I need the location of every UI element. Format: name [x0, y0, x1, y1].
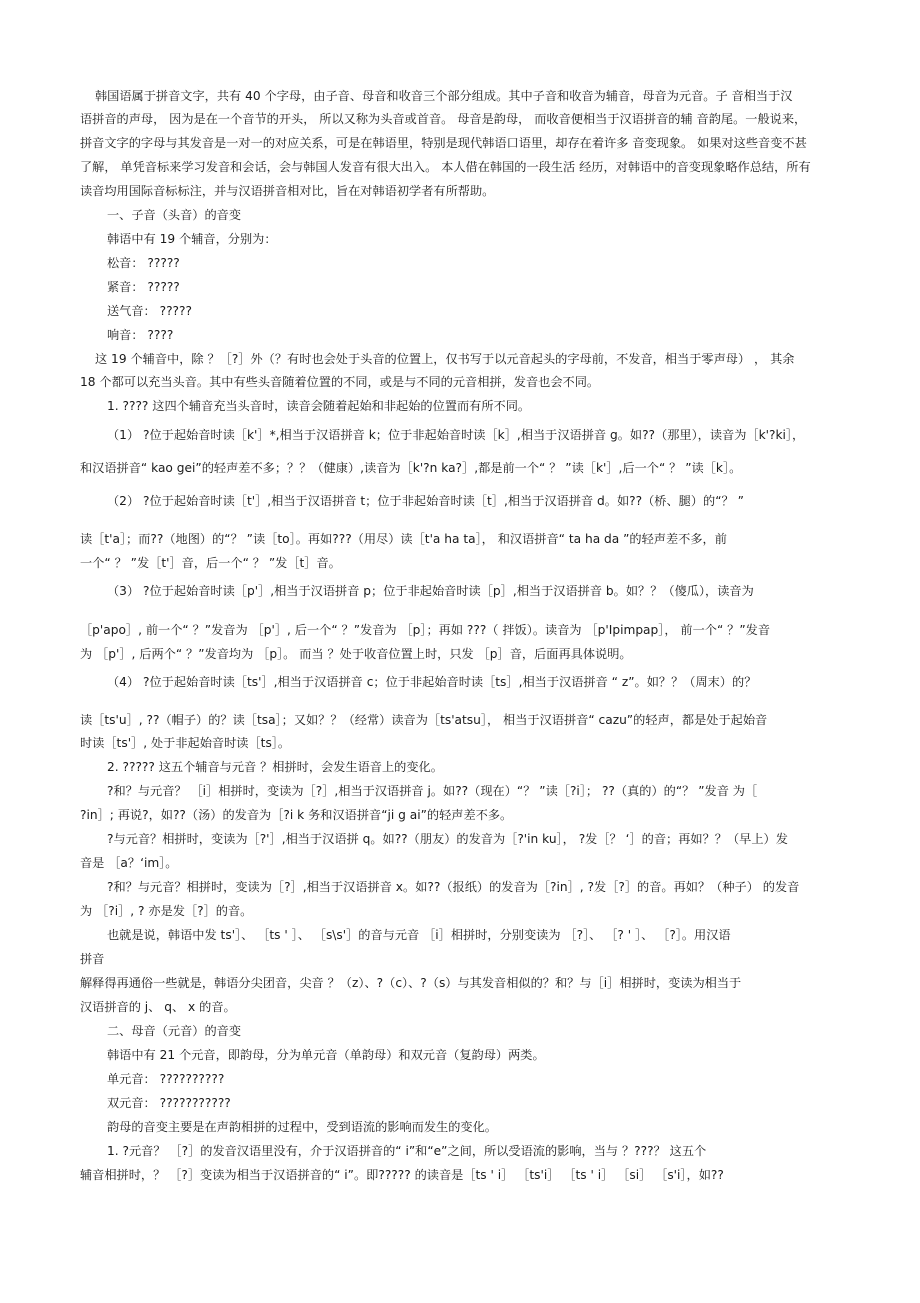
- paragraph-line: 读［t'a］；而??（地图）的“？ ”读［to］。再如???（用尽）读［t'a ha ta］， 和汉语拼音“ ta ha da ”的轻声差不多，前: [80, 532, 727, 546]
- paragraph-line: 1. ???? 这四个辅音充当头音时，读音会随着起始和非起始的位置而有所不同。: [107, 399, 531, 413]
- paragraph-line: 读［ts'u］, ??（帽子）的？读［tsa］；又如？？（经常）读音为［ts'atsu］， 相当于汉语拼音“ cazu”的轻声，都是处于起始音: [80, 713, 768, 727]
- paragraph-line: （3） ?位于起始音时读［p'］,相当于汉语拼音 p；位于非起始音时读［p］,相当于汉语拼音 b。如？？（傻瓜），读音为: [107, 584, 754, 598]
- paragraph-line: 拼音: [80, 952, 105, 966]
- paragraph-line: 也就是说，韩语中发 ts'］、 ［ts ' ］、 ［s\s'］的音与元音 ［i］相拼时，分别变读为 ［?］、 ［? ' ］、 ［?］。用汉语: [107, 928, 731, 942]
- list-item: 单元音： ??????????: [107, 1072, 225, 1086]
- paragraph-line: 读音均用国际音标标注，并与汉语拼音相对比，旨在对韩语初学者有所帮助。: [80, 184, 495, 198]
- section-heading: 二、母音（元音）的音变: [107, 1024, 242, 1038]
- paragraph-line: 为 ［?i］, ? 亦是发［?］的音。: [80, 904, 253, 918]
- paragraph-line: 拼音文字的字母与其发音是一对一的对应关系，可是在韩语里，特别是现代韩语口语里，却存在着许多 音变现象。 如果对这些音变不甚: [80, 136, 807, 150]
- paragraph-line: 一个“ ？ ”发［t'］音，后一个“ ？ ”发［t］音。: [80, 556, 341, 570]
- paragraph-line: （2） ?位于起始音时读［t'］,相当于汉语拼音 t；位于非起始音时读［t］,相当于汉语拼音 d。如??（桥、腿）的“？ ”: [107, 494, 744, 508]
- paragraph-line: （1） ?位于起始音时读［k'］*,相当于汉语拼音 k；位于非起始音时读［k］,相当于汉语拼音 g。如??（那里），读音为［k'?ki］，: [107, 428, 805, 442]
- list-item: 双元音： ???????????: [107, 1096, 231, 1110]
- paragraph-line: 为 ［p'］, 后两个“ ？”发音均为 ［p］。 而当 ？处于收音位置上时，只发 ［p］音，后面再具体说明。: [80, 647, 632, 661]
- paragraph-line: （4） ?位于起始音时读［ts'］,相当于汉语拼音 c；位于非起始音时读［ts］,相当于汉语拼音 “ z”。如？？（周末）的？: [107, 675, 757, 689]
- paragraph-line: 韩语中有 19 个辅音，分别为：: [107, 232, 277, 246]
- list-item: 紧音： ?????: [107, 280, 180, 294]
- paragraph-line: ［p'apo］, 前一个“ ？”发音为 ［p'］, 后一个“ ？”发音为 ［p］；再如 ???（ 拌饭）。读音为 ［p'Ipimpap］， 前一个“ ？”发音: [80, 623, 771, 637]
- paragraph-line: 了解， 单凭音标来学习发音和会话，会与韩国人发音有很大出入。 本人借在韩国的一段生活 经历，对韩语中的音变现象略作总结，所有: [80, 160, 811, 174]
- list-item: 松音： ?????: [107, 256, 180, 270]
- paragraph-line: 韵母的音变主要是在声韵相拼的过程中，受到语流的影响而发生的变化。: [107, 1120, 497, 1134]
- paragraph-line: ?和？与元音？ ［i］相拼时，变读为［?］,相当于汉语拼音 j。如??（现在）“？ ”读［?i］； ??（真的）的“？ ”发音 为［: [107, 784, 758, 798]
- paragraph-line: ?和？与元音？相拼时，变读为［?］,相当于汉语拼音 x。如??（报纸）的发音为［?in］, ?发［?］的音。再如？（种子） 的发音: [107, 880, 800, 894]
- paragraph-line: 韩语中有 21 个元音，即韵母，分为单元音（单韵母）和双元音（复韵母）两类。: [107, 1048, 545, 1062]
- paragraph-line: 时读［ts'］, 处于非起始音时读［ts］。: [80, 736, 291, 750]
- paragraph-line: 这 19 个辅音中，除 ？［?］外（？有时也会处于头音的位置上，仅书写于以元音起头的字母前，不发音，相当于零声母） ， 其余: [95, 352, 795, 366]
- paragraph-line: 韩国语属于拼音文字，共有 40 个字母，由子音、母音和收音三个部分组成。其中子音和收音为辅音，母音为元音。子 音相当于汉: [95, 89, 793, 103]
- list-item: 响音： ????: [107, 328, 174, 342]
- paragraph-line: 语拼音的声母， 因为是在一个音节的开头， 所以又称为头音或首音。 母音是韵母， 而收音便相当于汉语拼音的辅 音韵尾。一般说来，: [80, 112, 807, 126]
- paragraph-line: ?in］; 再说?，如??（汤）的发音为［?i k 务和汉语拼音“ji g ai”的轻声差不多。: [80, 808, 513, 822]
- paragraph-line: 2. ????? 这五个辅音与元音 ？相拼时，会发生语音上的变化。: [107, 760, 443, 774]
- paragraph-line: 18 个都可以充当头音。其中有些头音随着位置的不同，或是与不同的元音相拼，发音也会不同。: [80, 375, 600, 389]
- paragraph-line: 音是 ［a？‘im］。: [80, 856, 178, 870]
- paragraph-line: 辅音相拼时，？ ［?］变读为相当于汉语拼音的“ i”。即????? 的读音是［ts ' i］ ［ts'i］ ［ts ' i］ ［si］ ［s'i］，如??: [80, 1168, 724, 1182]
- paragraph-line: 1. ?元音？ ［?］的发音汉语里没有，介于汉语拼音的“ i”和“e”之间，所以受语流的影响，当与 ？???？ 这五个: [107, 1144, 707, 1158]
- paragraph-line: ?与元音？相拼时，变读为［?'］,相当于汉语拼 q。如??（朋友）的发音为［?'in ku］， ?发［？ ‘］的音；再如？？（早上）发: [107, 832, 788, 846]
- section-heading: 一、子音（头音）的音变: [107, 208, 242, 222]
- paragraph-line: 汉语拼音的 j、 q、 x 的音。: [80, 1000, 236, 1014]
- list-item: 送气音： ?????: [107, 304, 192, 318]
- paragraph-line: 和汉语拼音“ kao gei”的轻声差不多；？？（健康）,读音为［k'?n ka?］,都是前一个“ ？ ”读［k'］,后一个“ ？ ”读［k］。: [80, 461, 742, 475]
- paragraph-line: 解释得再通俗一些就是，韩语分尖团音，尖音 ？（z）、?（c）、?（s）与其发音相似的？和？与［i］相拼时，变读为相当于: [80, 976, 742, 990]
